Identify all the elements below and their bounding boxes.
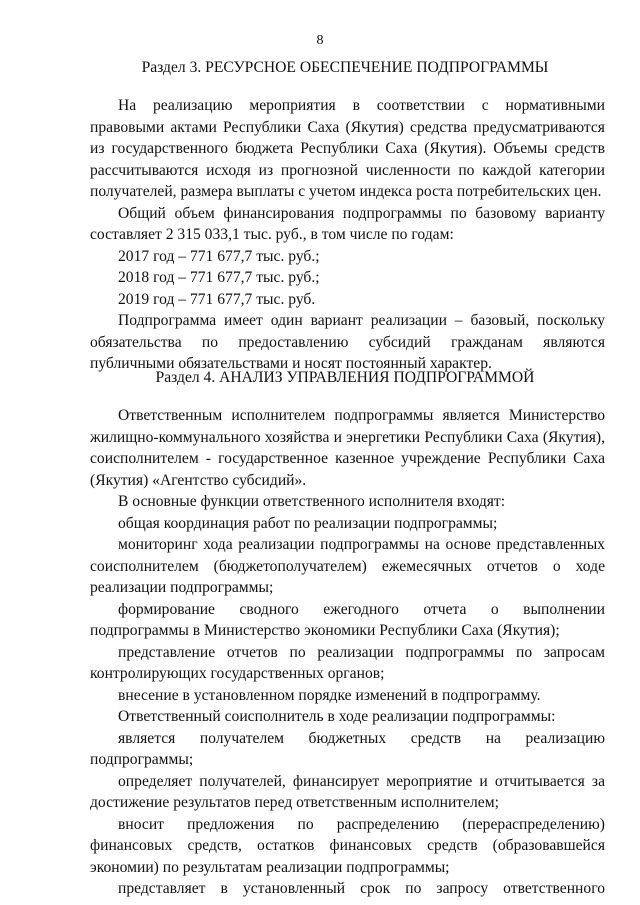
section-4-list-item: внесение в установленном порядке изменений в подпрограмму. (118, 686, 541, 704)
section-3-paragraph: Общий объем финансирования подпрограммы по базовому варианту составляет 2 315 033,1 тыс. руб., в том числе по годам: (90, 204, 605, 243)
section-3-year-item: 2017 год – 771 677,7 тыс. руб.; (118, 247, 320, 265)
section-3-year-item: 2018 год – 771 677,7 тыс. руб.; (118, 269, 320, 286)
section-4-list-item: определяет получателей, финансирует мероприятие и отчитывается за достижение результатов перед ответственным исполнителем; (90, 772, 605, 811)
section-4-paragraph: В основные функции ответственного исполнителя входят: (118, 493, 506, 510)
section-4-title: Раздел 4. АНАЛИЗ УПРАВЛЕНИЯ ПОДПРОГРАММОЙ (155, 369, 535, 386)
page-number: 8 (316, 33, 324, 48)
section-3-year-item: 2019 год – 771 677,7 тыс. руб. (118, 290, 316, 308)
section-4-body (90, 405, 605, 900)
section-4-list-item: является получателем бюджетных средств на реализацию подпрограммы; (90, 729, 605, 768)
section-4-list-item: формирование сводного ежегодного отчета о выполнении подпрограммы в Министерство экономики Республики Саха (Якутия); (90, 600, 605, 639)
section-4-list-item: представляет в установленный срок по запросу ответственного (118, 880, 605, 897)
section-3-paragraph: Подпрограмма имеет один вариант реализации – базовый, поскольку обязательства по предоставлению субсидий гражданам являются публичными обязательствами и носят постоянный характер. (90, 312, 605, 372)
section-4-list-item: мониторинг хода реализации подпрограммы на основе представленных соисполнителем (бюджетополучателем) ежемесячных отчетов о ходе реализации подпрограммы; (90, 536, 605, 596)
section-4-list-item: представление отчетов по реализации подпрограммы по запросам контролирующих государственных органов; (90, 643, 605, 682)
section-3-body (90, 95, 605, 375)
section-3-paragraph: На реализацию мероприятия в соответствии с нормативными правовыми актами Республики Саха (Якутия) средства предусматриваются из государственного бюджета Республики Саха (Якутия). Объемы средств рассчитываются исходя из прогнозной численности по каждой категории получателей, размера выплаты с учетом индекса роста потребительских цен. (90, 97, 605, 200)
section-4-list-item: общая координация работ по реализации подпрограммы; (118, 514, 498, 532)
section-4-paragraph: Ответственный соисполнитель в ходе реализации подпрограммы: (118, 708, 556, 725)
section-4-paragraph: Ответственным исполнителем подпрограммы является Министерство жилищно-коммунального хозяйства и энергетики Республики Саха (Якутия), соисполнителем - государственное казенное учреждение Республики Саха (Якутия) «Агентство субсидий». (90, 407, 605, 489)
section-3-title: Раздел 3. РЕСУРСНОЕ ОБЕСПЕЧЕНИЕ ПОДПРОГРАММЫ (141, 59, 549, 76)
section-4-list-item: вносит предложения по распределению (перераспределению) финансовых средств, остатков финансовых средств (образовавшейся экономии) по результатам реализации подпрограммы; (90, 815, 605, 876)
